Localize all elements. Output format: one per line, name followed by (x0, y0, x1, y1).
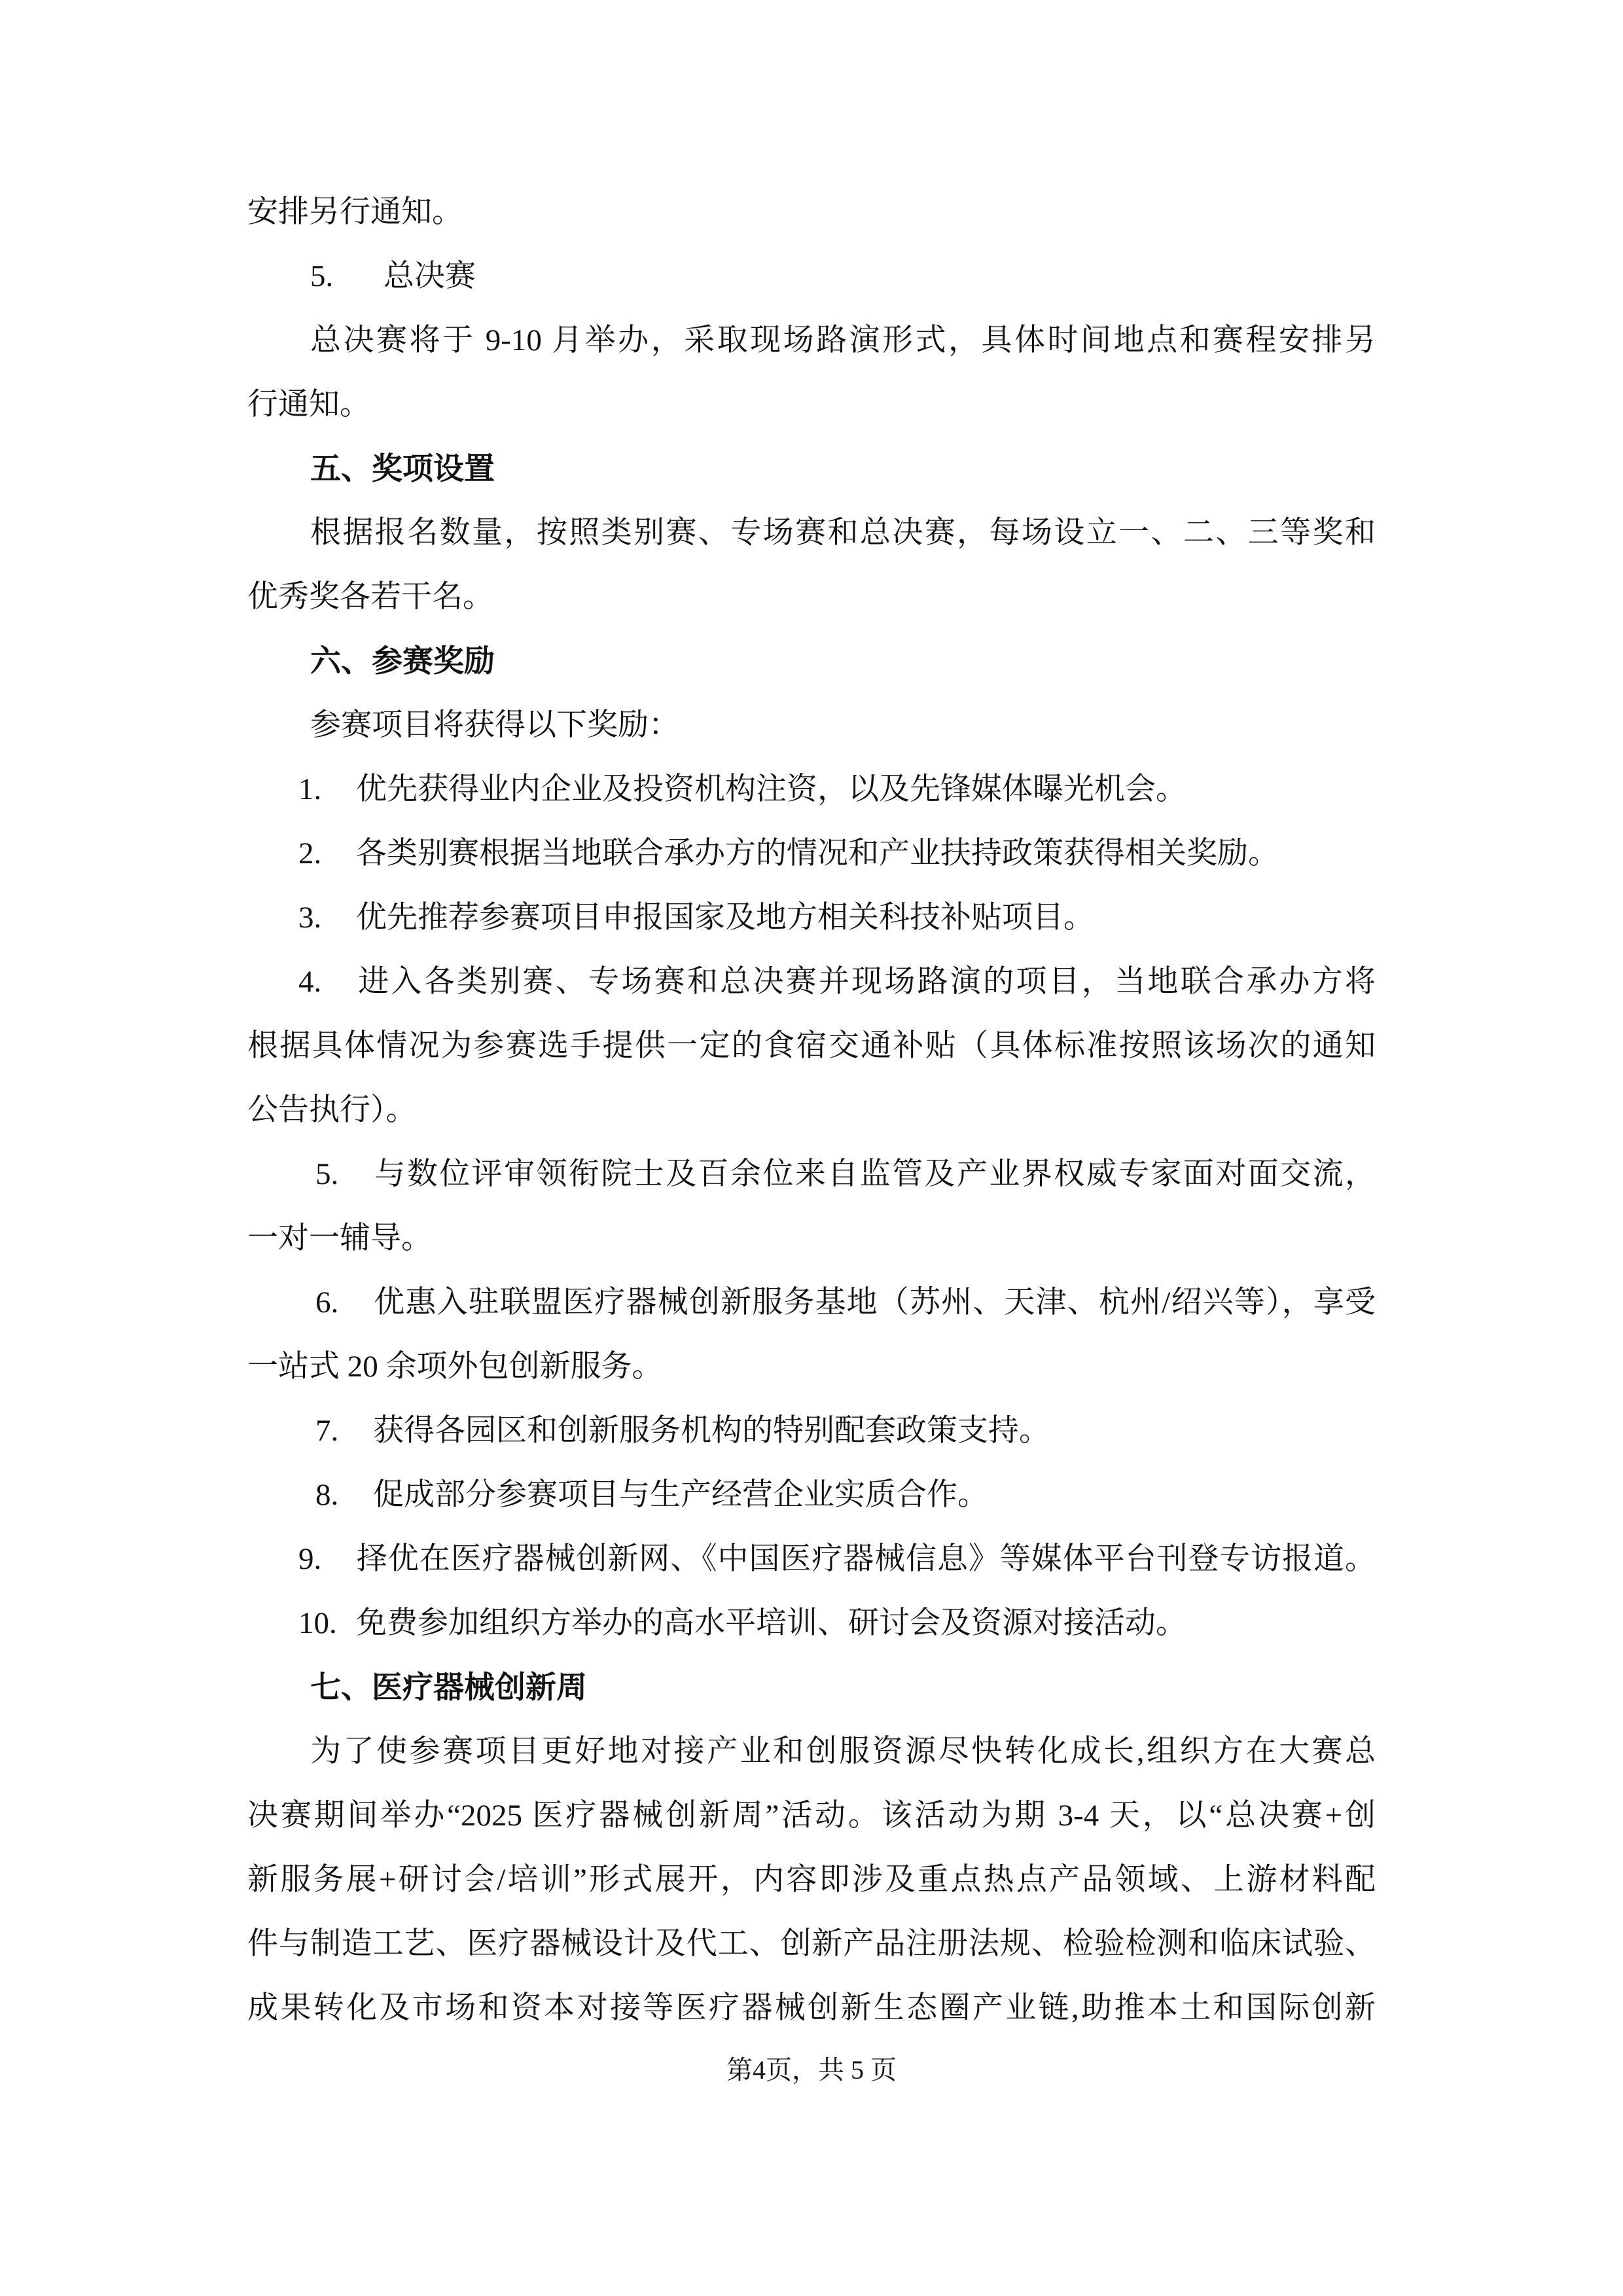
paragraph-line (247, 565, 1376, 629)
section-heading (247, 1655, 1376, 1719)
text-run: 总决赛将于 9-10 月举办，采取现场路演形式，具体时间地点和赛程安排另 (310, 323, 1376, 357)
list-item-number: 9. (298, 1542, 322, 1576)
paragraph-line (247, 1206, 1376, 1270)
list-item-line (247, 757, 1376, 821)
text-run: 公告执行）。 (247, 1093, 417, 1127)
list-item-line (247, 1142, 1376, 1206)
text-run: 进入各类别赛、专场赛和总决赛并现场路演的项目，当地联合承办方将 (356, 965, 1376, 999)
text-run: 择优在医疗器械创新网、《中国医疗器械信息》等媒体平台刊登专访报道。 (356, 1542, 1376, 1576)
list-item-number: 10. (298, 1606, 337, 1640)
text-run: 优惠入驻联盟医疗器械创新服务基地（苏州、天津、杭州/绍兴等），享受 (373, 1285, 1376, 1319)
paragraph-line (247, 693, 1376, 757)
list-item-line (247, 1527, 1376, 1591)
list-item-line (247, 244, 1376, 308)
text-run: 根据报名数量，按照类别赛、专场赛和总决赛，每场设立一、二、三等奖和 (310, 516, 1376, 550)
text-run: 优先获得业内企业及投资机构注资，以及先锋媒体曝光机会。 (356, 772, 1186, 806)
list-item-number: 2. (298, 836, 322, 870)
list-item-line (247, 1270, 1376, 1335)
list-item-line (247, 821, 1376, 886)
list-item-number: 5. (310, 259, 334, 293)
paragraph-line (247, 1014, 1376, 1078)
list-item-number: 8. (315, 1478, 339, 1512)
page-footer (0, 2051, 1623, 2090)
text-run: 一站式 20 余项外包创新服务。 (247, 1350, 663, 1384)
paragraph-line (247, 180, 1376, 244)
document-body (247, 180, 1376, 2040)
list-item-line (247, 1463, 1376, 1527)
text-run: 为了使参赛项目更好地对接产业和创服资源尽快转化成长,组织方在大赛总 (310, 1734, 1376, 1768)
paragraph-line (247, 501, 1376, 565)
list-item-number: 4. (298, 965, 322, 999)
text-run: 五、奖项设置 (310, 451, 495, 486)
text-run: 行通知。 (247, 387, 370, 422)
list-item-number: 7. (315, 1414, 339, 1448)
list-item-number: 3. (298, 901, 322, 935)
paragraph-line (247, 372, 1376, 437)
section-heading (247, 437, 1376, 501)
text-run: 促成部分参赛项目与生产经营企业实质合作。 (373, 1478, 988, 1512)
text-run: 六、参赛奖励 (310, 643, 495, 678)
list-item-number: 5. (315, 1157, 339, 1191)
paragraph-line (247, 1912, 1376, 1976)
text-run: 获得各园区和创新服务机构的特别配套政策支持。 (373, 1414, 1050, 1448)
text-run: 根据具体情况为参赛选手提供一定的食宿交通补贴（具体标准按照该场次的通知 (247, 1029, 1376, 1063)
list-item-line (247, 950, 1376, 1014)
text-run: 成果转化及市场和资本对接等医疗器械创新生态圈产业链,助推本土和国际创新 (247, 1991, 1376, 2025)
text-run: 参赛项目将获得以下奖励： (310, 708, 679, 742)
list-item-line (247, 1591, 1376, 1655)
text-run: 与数位评审领衔院士及百余位来自监管及产业界权威专家面对面交流， (373, 1157, 1376, 1191)
section-heading (247, 629, 1376, 693)
paragraph-line (247, 1335, 1376, 1399)
text-run: 一对一辅导。 (247, 1221, 432, 1255)
text-run: 安排另行通知。 (247, 195, 463, 229)
paragraph-line (247, 308, 1376, 372)
paragraph-line (247, 1976, 1376, 2040)
list-item-number: 1. (298, 772, 322, 806)
text-run: 优秀奖各若干名。 (247, 580, 493, 614)
list-item-line (247, 1399, 1376, 1463)
paragraph-line (247, 1078, 1376, 1142)
text-run: 免费参加组织方举办的高水平培训、研讨会及资源对接活动。 (356, 1606, 1186, 1640)
paragraph-line (247, 1848, 1376, 1912)
text-run: 新服务展+研讨会/培训”形式展开，内容即涉及重点热点产品领域、上游材料配 (247, 1863, 1376, 1897)
text-run: 七、医疗器械创新周 (310, 1670, 587, 1704)
paragraph-line (247, 1719, 1376, 1784)
page-number-label: 第4页，共 5 页 (726, 2055, 897, 2085)
text-run: 总决赛 (383, 259, 476, 293)
list-item-line (247, 886, 1376, 950)
list-item-number: 6. (315, 1285, 339, 1319)
text-run: 优先推荐参赛项目申报国家及地方相关科技补贴项目。 (356, 901, 1094, 935)
paragraph-line (247, 1784, 1376, 1848)
text-run: 各类别赛根据当地联合承办方的情况和产业扶持政策获得相关奖励。 (356, 836, 1279, 870)
text-run: 决赛期间举办“2025 医疗器械创新周”活动。该活动为期 3-4 天，以“总决赛+创 (247, 1799, 1376, 1833)
text-run: 件与制造工艺、医疗器械设计及代工、创新产品注册法规、检验检测和临床试验、 (247, 1927, 1376, 1961)
